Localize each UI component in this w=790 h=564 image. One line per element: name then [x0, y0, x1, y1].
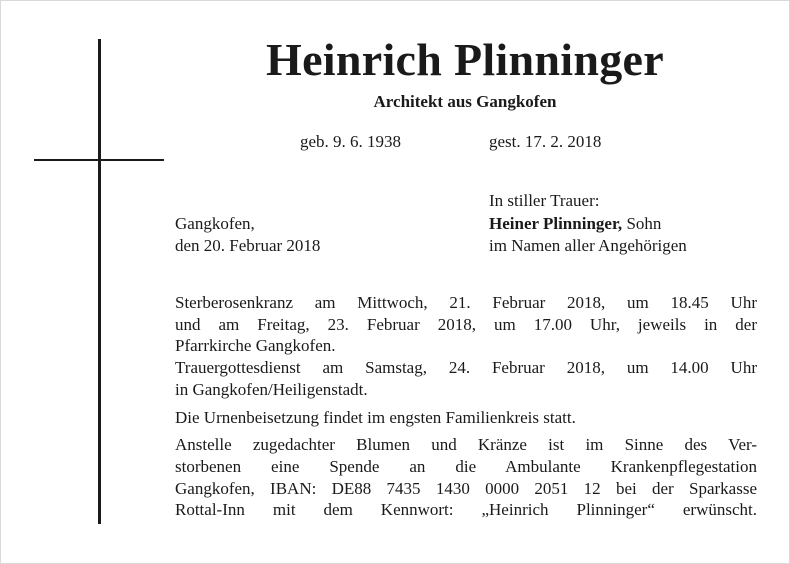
rosary-paragraph: [175, 292, 757, 357]
cross-vertical-bar: [98, 39, 101, 524]
rosary-line-1: Sterberosenkranz am Mittwoch, 21. Februar 2018, um 18.45 Uhr: [175, 293, 757, 312]
service-line-1: Trauergottesdienst am Samstag, 24. Februar 2018, um 14.00 Uhr: [175, 358, 757, 378]
deceased-name: Heinrich Plinninger: [266, 34, 664, 85]
place-date: den 20. Februar 2018: [175, 236, 321, 255]
donation-line-1: Anstelle zugedachter Blumen und Kränze ist im Sinne des Ver-: [175, 435, 757, 455]
death-date: gest. 17. 2. 2018: [489, 132, 602, 151]
mourner-name: Heiner Plinninger,: [489, 214, 623, 233]
birth-date: geb. 9. 6. 1938: [300, 132, 402, 151]
mourning-intro: In stiller Trauer:: [489, 191, 600, 210]
place: Gangkofen,: [175, 214, 255, 233]
service-line-2: in Gangkofen/Heiligenstadt.: [175, 379, 368, 399]
burial-line: Die Urnenbeisetzung findet im engsten Familienkreis statt.: [175, 407, 576, 427]
announcements: [175, 292, 757, 521]
mourning-family: im Namen aller Angehörigen: [489, 236, 687, 255]
donation-paragraph: [175, 434, 757, 521]
occupation-subtitle: Architekt aus Gangkofen: [373, 92, 557, 111]
mourner: [489, 213, 661, 235]
burial-paragraph: [175, 407, 757, 429]
rosary-line-3: Pfarrkirche Gangkofen.: [175, 336, 336, 356]
cross-horizontal-bar: [34, 159, 164, 161]
donation-line-4: Rottal-Inn mit dem Kennwort: „Heinrich Plinninger“ erwünscht.: [175, 500, 757, 520]
rosary-line-2: und am Freitag, 23. Februar 2018, um 17.00 Uhr, jeweils in der: [175, 314, 757, 334]
mourner-relation: Sohn: [622, 214, 662, 233]
donation-line-2: storbenen eine Spende an die Ambulante Krankenpflegestation: [175, 456, 757, 476]
service-paragraph: [175, 357, 757, 400]
donation-line-3: Gangkofen, IBAN: DE88 7435 1430 0000 2051 12 bei der Sparkasse: [175, 478, 757, 498]
